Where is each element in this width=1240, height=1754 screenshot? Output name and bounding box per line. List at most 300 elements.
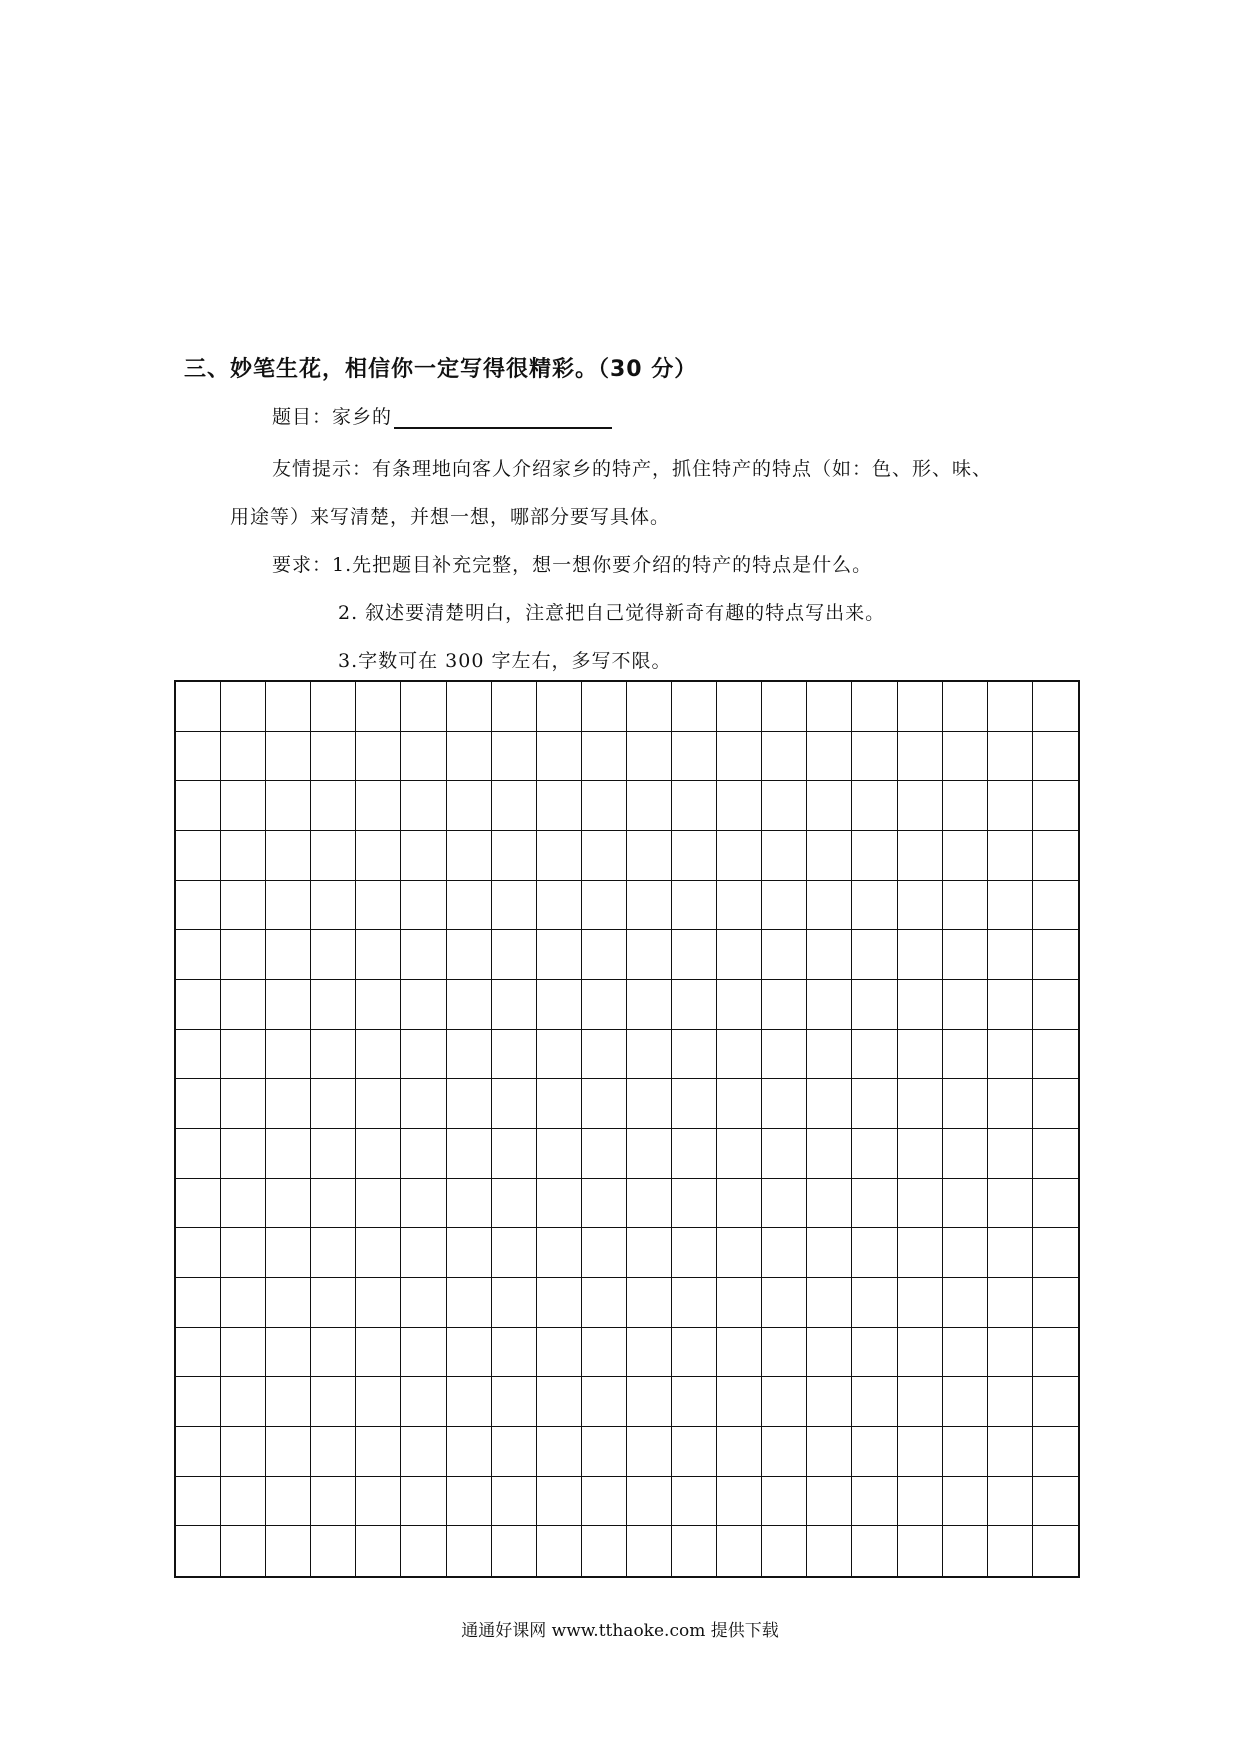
grid-cell[interactable]	[762, 1079, 807, 1129]
grid-cell[interactable]	[266, 831, 311, 881]
grid-cell[interactable]	[447, 930, 492, 980]
grid-cell[interactable]	[627, 1129, 672, 1179]
grid-cell[interactable]	[1033, 1427, 1078, 1477]
grid-cell[interactable]	[717, 831, 762, 881]
grid-cell[interactable]	[401, 1427, 446, 1477]
grid-cell[interactable]	[582, 1477, 627, 1527]
grid-cell[interactable]	[266, 682, 311, 732]
grid-cell[interactable]	[582, 1328, 627, 1378]
grid-cell[interactable]	[492, 1526, 537, 1576]
grid-cell[interactable]	[807, 1526, 852, 1576]
grid-cell[interactable]	[672, 1427, 717, 1477]
grid-cell[interactable]	[1033, 930, 1078, 980]
grid-cell[interactable]	[176, 1179, 221, 1229]
grid-cell[interactable]	[492, 930, 537, 980]
grid-cell[interactable]	[1033, 1030, 1078, 1080]
grid-cell[interactable]	[582, 1526, 627, 1576]
grid-cell[interactable]	[852, 930, 897, 980]
grid-cell[interactable]	[176, 831, 221, 881]
grid-cell[interactable]	[537, 1427, 582, 1477]
grid-cell[interactable]	[356, 781, 401, 831]
grid-cell[interactable]	[762, 930, 807, 980]
grid-cell[interactable]	[943, 1377, 988, 1427]
grid-cell[interactable]	[898, 1328, 943, 1378]
grid-cell[interactable]	[176, 980, 221, 1030]
grid-cell[interactable]	[356, 1526, 401, 1576]
grid-cell[interactable]	[537, 1129, 582, 1179]
grid-cell[interactable]	[1033, 1278, 1078, 1328]
grid-cell[interactable]	[176, 1278, 221, 1328]
grid-cell[interactable]	[852, 1129, 897, 1179]
grid-cell[interactable]	[537, 930, 582, 980]
grid-cell[interactable]	[762, 1427, 807, 1477]
grid-cell[interactable]	[537, 980, 582, 1030]
grid-cell[interactable]	[807, 1278, 852, 1328]
grid-cell[interactable]	[492, 881, 537, 931]
grid-cell[interactable]	[311, 1526, 356, 1576]
grid-cell[interactable]	[537, 881, 582, 931]
grid-cell[interactable]	[356, 1278, 401, 1328]
grid-cell[interactable]	[898, 1477, 943, 1527]
grid-cell[interactable]	[492, 980, 537, 1030]
grid-cell[interactable]	[672, 682, 717, 732]
grid-cell[interactable]	[717, 1427, 762, 1477]
grid-cell[interactable]	[898, 682, 943, 732]
grid-cell[interactable]	[627, 1030, 672, 1080]
grid-cell[interactable]	[401, 1377, 446, 1427]
grid-cell[interactable]	[356, 1129, 401, 1179]
grid-cell[interactable]	[266, 1079, 311, 1129]
grid-cell[interactable]	[447, 1079, 492, 1129]
grid-cell[interactable]	[356, 831, 401, 881]
grid-cell[interactable]	[356, 1030, 401, 1080]
grid-cell[interactable]	[266, 1278, 311, 1328]
grid-cell[interactable]	[582, 781, 627, 831]
grid-cell[interactable]	[582, 1377, 627, 1427]
grid-cell[interactable]	[356, 1179, 401, 1229]
grid-cell[interactable]	[401, 1328, 446, 1378]
grid-cell[interactable]	[221, 1030, 266, 1080]
grid-cell[interactable]	[176, 781, 221, 831]
grid-cell[interactable]	[852, 881, 897, 931]
grid-cell[interactable]	[672, 1328, 717, 1378]
grid-cell[interactable]	[447, 732, 492, 782]
grid-cell[interactable]	[447, 831, 492, 881]
grid-cell[interactable]	[762, 1179, 807, 1229]
grid-cell[interactable]	[221, 1179, 266, 1229]
grid-cell[interactable]	[176, 1228, 221, 1278]
grid-cell[interactable]	[266, 980, 311, 1030]
grid-cell[interactable]	[401, 930, 446, 980]
grid-cell[interactable]	[672, 1377, 717, 1427]
grid-cell[interactable]	[988, 930, 1033, 980]
grid-cell[interactable]	[898, 1179, 943, 1229]
grid-cell[interactable]	[492, 1228, 537, 1278]
grid-cell[interactable]	[401, 1179, 446, 1229]
grid-cell[interactable]	[898, 881, 943, 931]
grid-cell[interactable]	[717, 1030, 762, 1080]
grid-cell[interactable]	[176, 1377, 221, 1427]
grid-cell[interactable]	[1033, 1129, 1078, 1179]
grid-cell[interactable]	[807, 1377, 852, 1427]
grid-cell[interactable]	[988, 1129, 1033, 1179]
grid-cell[interactable]	[221, 781, 266, 831]
grid-cell[interactable]	[898, 781, 943, 831]
grid-cell[interactable]	[717, 1228, 762, 1278]
grid-cell[interactable]	[627, 1377, 672, 1427]
grid-cell[interactable]	[717, 1179, 762, 1229]
grid-cell[interactable]	[672, 930, 717, 980]
grid-cell[interactable]	[807, 980, 852, 1030]
writing-grid[interactable]	[174, 680, 1080, 1578]
grid-cell[interactable]	[401, 980, 446, 1030]
grid-cell[interactable]	[717, 1477, 762, 1527]
grid-cell[interactable]	[898, 1427, 943, 1477]
grid-cell[interactable]	[627, 980, 672, 1030]
grid-cell[interactable]	[401, 1228, 446, 1278]
grid-cell[interactable]	[311, 1278, 356, 1328]
grid-cell[interactable]	[988, 1328, 1033, 1378]
grid-cell[interactable]	[266, 1377, 311, 1427]
grid-cell[interactable]	[221, 1328, 266, 1378]
grid-cell[interactable]	[537, 831, 582, 881]
grid-cell[interactable]	[898, 1129, 943, 1179]
grid-cell[interactable]	[176, 1328, 221, 1378]
grid-cell[interactable]	[537, 781, 582, 831]
grid-cell[interactable]	[582, 682, 627, 732]
grid-cell[interactable]	[852, 980, 897, 1030]
grid-cell[interactable]	[537, 682, 582, 732]
grid-cell[interactable]	[492, 1129, 537, 1179]
grid-cell[interactable]	[582, 1129, 627, 1179]
grid-cell[interactable]	[401, 881, 446, 931]
grid-cell[interactable]	[852, 1427, 897, 1477]
grid-cell[interactable]	[176, 1427, 221, 1477]
grid-cell[interactable]	[401, 781, 446, 831]
grid-cell[interactable]	[221, 881, 266, 931]
grid-cell[interactable]	[762, 1526, 807, 1576]
grid-cell[interactable]	[988, 1427, 1033, 1477]
grid-cell[interactable]	[447, 1278, 492, 1328]
grid-cell[interactable]	[401, 1526, 446, 1576]
grid-cell[interactable]	[762, 980, 807, 1030]
grid-cell[interactable]	[717, 980, 762, 1030]
grid-cell[interactable]	[988, 1030, 1033, 1080]
grid-cell[interactable]	[717, 1328, 762, 1378]
grid-cell[interactable]	[447, 1427, 492, 1477]
grid-cell[interactable]	[852, 1179, 897, 1229]
grid-cell[interactable]	[356, 1427, 401, 1477]
grid-cell[interactable]	[988, 1079, 1033, 1129]
grid-cell[interactable]	[266, 781, 311, 831]
grid-cell[interactable]	[537, 1228, 582, 1278]
grid-cell[interactable]	[898, 1079, 943, 1129]
grid-cell[interactable]	[221, 682, 266, 732]
grid-cell[interactable]	[807, 831, 852, 881]
grid-cell[interactable]	[852, 1477, 897, 1527]
grid-cell[interactable]	[898, 980, 943, 1030]
grid-cell[interactable]	[943, 1427, 988, 1477]
grid-cell[interactable]	[176, 1526, 221, 1576]
grid-cell[interactable]	[717, 1278, 762, 1328]
grid-cell[interactable]	[176, 1477, 221, 1527]
grid-cell[interactable]	[537, 1477, 582, 1527]
grid-cell[interactable]	[266, 1328, 311, 1378]
grid-cell[interactable]	[311, 881, 356, 931]
grid-cell[interactable]	[311, 781, 356, 831]
grid-cell[interactable]	[311, 1377, 356, 1427]
grid-cell[interactable]	[1033, 1526, 1078, 1576]
grid-cell[interactable]	[943, 732, 988, 782]
grid-cell[interactable]	[807, 881, 852, 931]
grid-cell[interactable]	[221, 1278, 266, 1328]
grid-cell[interactable]	[988, 1477, 1033, 1527]
grid-cell[interactable]	[627, 1278, 672, 1328]
grid-cell[interactable]	[807, 1129, 852, 1179]
grid-cell[interactable]	[762, 1228, 807, 1278]
grid-cell[interactable]	[266, 930, 311, 980]
grid-cell[interactable]	[762, 1129, 807, 1179]
grid-cell[interactable]	[356, 1377, 401, 1427]
grid-cell[interactable]	[1033, 682, 1078, 732]
grid-cell[interactable]	[537, 1278, 582, 1328]
grid-cell[interactable]	[852, 781, 897, 831]
grid-cell[interactable]	[356, 881, 401, 931]
grid-cell[interactable]	[221, 980, 266, 1030]
grid-cell[interactable]	[943, 1328, 988, 1378]
grid-cell[interactable]	[627, 1477, 672, 1527]
grid-cell[interactable]	[537, 1079, 582, 1129]
grid-cell[interactable]	[717, 1079, 762, 1129]
grid-cell[interactable]	[762, 881, 807, 931]
grid-cell[interactable]	[762, 1328, 807, 1378]
grid-cell[interactable]	[627, 930, 672, 980]
grid-cell[interactable]	[943, 831, 988, 881]
grid-cell[interactable]	[807, 1328, 852, 1378]
grid-cell[interactable]	[221, 1477, 266, 1527]
grid-cell[interactable]	[221, 1526, 266, 1576]
grid-cell[interactable]	[672, 781, 717, 831]
grid-cell[interactable]	[1033, 1228, 1078, 1278]
grid-cell[interactable]	[988, 1179, 1033, 1229]
grid-cell[interactable]	[221, 930, 266, 980]
grid-cell[interactable]	[492, 1030, 537, 1080]
grid-cell[interactable]	[311, 1328, 356, 1378]
grid-cell[interactable]	[582, 980, 627, 1030]
grid-cell[interactable]	[401, 1477, 446, 1527]
grid-cell[interactable]	[447, 1377, 492, 1427]
grid-cell[interactable]	[492, 831, 537, 881]
grid-cell[interactable]	[447, 980, 492, 1030]
grid-cell[interactable]	[356, 1477, 401, 1527]
grid-cell[interactable]	[537, 1328, 582, 1378]
grid-cell[interactable]	[672, 980, 717, 1030]
grid-cell[interactable]	[627, 1526, 672, 1576]
grid-cell[interactable]	[266, 1427, 311, 1477]
grid-cell[interactable]	[492, 1427, 537, 1477]
grid-cell[interactable]	[582, 1228, 627, 1278]
grid-cell[interactable]	[627, 682, 672, 732]
grid-cell[interactable]	[311, 831, 356, 881]
grid-cell[interactable]	[898, 1526, 943, 1576]
grid-cell[interactable]	[988, 1278, 1033, 1328]
grid-cell[interactable]	[582, 732, 627, 782]
grid-cell[interactable]	[717, 1377, 762, 1427]
grid-cell[interactable]	[492, 1328, 537, 1378]
grid-cell[interactable]	[943, 1030, 988, 1080]
grid-cell[interactable]	[492, 781, 537, 831]
grid-cell[interactable]	[627, 1228, 672, 1278]
grid-cell[interactable]	[492, 1179, 537, 1229]
grid-cell[interactable]	[762, 1030, 807, 1080]
grid-cell[interactable]	[266, 1030, 311, 1080]
grid-cell[interactable]	[852, 1328, 897, 1378]
grid-cell[interactable]	[492, 732, 537, 782]
grid-cell[interactable]	[311, 1129, 356, 1179]
grid-cell[interactable]	[537, 1030, 582, 1080]
grid-cell[interactable]	[898, 831, 943, 881]
grid-cell[interactable]	[898, 1228, 943, 1278]
grid-cell[interactable]	[447, 1526, 492, 1576]
grid-cell[interactable]	[266, 1179, 311, 1229]
grid-cell[interactable]	[311, 1030, 356, 1080]
grid-cell[interactable]	[311, 682, 356, 732]
grid-cell[interactable]	[943, 930, 988, 980]
grid-cell[interactable]	[311, 1228, 356, 1278]
grid-cell[interactable]	[1033, 1179, 1078, 1229]
grid-cell[interactable]	[176, 732, 221, 782]
grid-cell[interactable]	[582, 831, 627, 881]
grid-cell[interactable]	[807, 1079, 852, 1129]
grid-cell[interactable]	[221, 1079, 266, 1129]
grid-cell[interactable]	[221, 732, 266, 782]
grid-cell[interactable]	[898, 1278, 943, 1328]
grid-cell[interactable]	[807, 1477, 852, 1527]
grid-cell[interactable]	[762, 1377, 807, 1427]
grid-cell[interactable]	[852, 1526, 897, 1576]
grid-cell[interactable]	[852, 1030, 897, 1080]
grid-cell[interactable]	[311, 930, 356, 980]
grid-cell[interactable]	[311, 1477, 356, 1527]
grid-cell[interactable]	[447, 881, 492, 931]
grid-cell[interactable]	[627, 881, 672, 931]
grid-cell[interactable]	[582, 930, 627, 980]
grid-cell[interactable]	[221, 1427, 266, 1477]
grid-cell[interactable]	[1033, 980, 1078, 1030]
grid-cell[interactable]	[266, 1129, 311, 1179]
grid-cell[interactable]	[988, 1228, 1033, 1278]
grid-cell[interactable]	[401, 682, 446, 732]
grid-cell[interactable]	[401, 1030, 446, 1080]
grid-cell[interactable]	[582, 881, 627, 931]
grid-cell[interactable]	[717, 881, 762, 931]
grid-cell[interactable]	[582, 1079, 627, 1129]
grid-cell[interactable]	[221, 1377, 266, 1427]
grid-cell[interactable]	[356, 1228, 401, 1278]
grid-cell[interactable]	[762, 732, 807, 782]
grid-cell[interactable]	[401, 831, 446, 881]
grid-cell[interactable]	[266, 1228, 311, 1278]
grid-cell[interactable]	[943, 1526, 988, 1576]
grid-cell[interactable]	[943, 1079, 988, 1129]
grid-cell[interactable]	[492, 1278, 537, 1328]
grid-cell[interactable]	[852, 1377, 897, 1427]
grid-cell[interactable]	[807, 682, 852, 732]
grid-cell[interactable]	[807, 1030, 852, 1080]
grid-cell[interactable]	[401, 1079, 446, 1129]
grid-cell[interactable]	[988, 1377, 1033, 1427]
grid-cell[interactable]	[311, 1427, 356, 1477]
grid-cell[interactable]	[356, 1079, 401, 1129]
grid-cell[interactable]	[176, 682, 221, 732]
grid-cell[interactable]	[898, 732, 943, 782]
grid-cell[interactable]	[943, 980, 988, 1030]
grid-cell[interactable]	[1033, 1477, 1078, 1527]
grid-cell[interactable]	[582, 1427, 627, 1477]
grid-cell[interactable]	[988, 682, 1033, 732]
grid-cell[interactable]	[447, 1179, 492, 1229]
grid-cell[interactable]	[1033, 831, 1078, 881]
grid-cell[interactable]	[447, 1129, 492, 1179]
grid-cell[interactable]	[627, 1427, 672, 1477]
grid-cell[interactable]	[807, 1228, 852, 1278]
grid-cell[interactable]	[221, 1129, 266, 1179]
grid-cell[interactable]	[807, 1179, 852, 1229]
grid-cell[interactable]	[1033, 1328, 1078, 1378]
grid-cell[interactable]	[988, 781, 1033, 831]
grid-cell[interactable]	[627, 831, 672, 881]
grid-cell[interactable]	[717, 1526, 762, 1576]
grid-cell[interactable]	[627, 732, 672, 782]
grid-cell[interactable]	[943, 1129, 988, 1179]
grid-cell[interactable]	[943, 881, 988, 931]
grid-cell[interactable]	[537, 1526, 582, 1576]
grid-cell[interactable]	[582, 1030, 627, 1080]
grid-cell[interactable]	[762, 781, 807, 831]
grid-cell[interactable]	[943, 1179, 988, 1229]
grid-cell[interactable]	[447, 682, 492, 732]
grid-cell[interactable]	[1033, 881, 1078, 931]
grid-cell[interactable]	[807, 1427, 852, 1477]
grid-cell[interactable]	[447, 781, 492, 831]
grid-cell[interactable]	[176, 881, 221, 931]
grid-cell[interactable]	[176, 1030, 221, 1080]
grid-cell[interactable]	[807, 930, 852, 980]
grid-cell[interactable]	[988, 980, 1033, 1030]
grid-cell[interactable]	[717, 682, 762, 732]
grid-cell[interactable]	[852, 1079, 897, 1129]
grid-cell[interactable]	[762, 682, 807, 732]
grid-cell[interactable]	[221, 831, 266, 881]
topic-blank[interactable]	[394, 405, 612, 429]
grid-cell[interactable]	[672, 1278, 717, 1328]
grid-cell[interactable]	[943, 682, 988, 732]
grid-cell[interactable]	[627, 1079, 672, 1129]
grid-cell[interactable]	[492, 1477, 537, 1527]
grid-cell[interactable]	[401, 1278, 446, 1328]
grid-cell[interactable]	[672, 1477, 717, 1527]
grid-cell[interactable]	[492, 1079, 537, 1129]
grid-cell[interactable]	[627, 781, 672, 831]
grid-cell[interactable]	[1033, 1079, 1078, 1129]
grid-cell[interactable]	[988, 831, 1033, 881]
grid-cell[interactable]	[221, 1228, 266, 1278]
grid-cell[interactable]	[492, 682, 537, 732]
grid-cell[interactable]	[266, 881, 311, 931]
grid-cell[interactable]	[672, 1228, 717, 1278]
grid-cell[interactable]	[266, 732, 311, 782]
grid-cell[interactable]	[717, 732, 762, 782]
